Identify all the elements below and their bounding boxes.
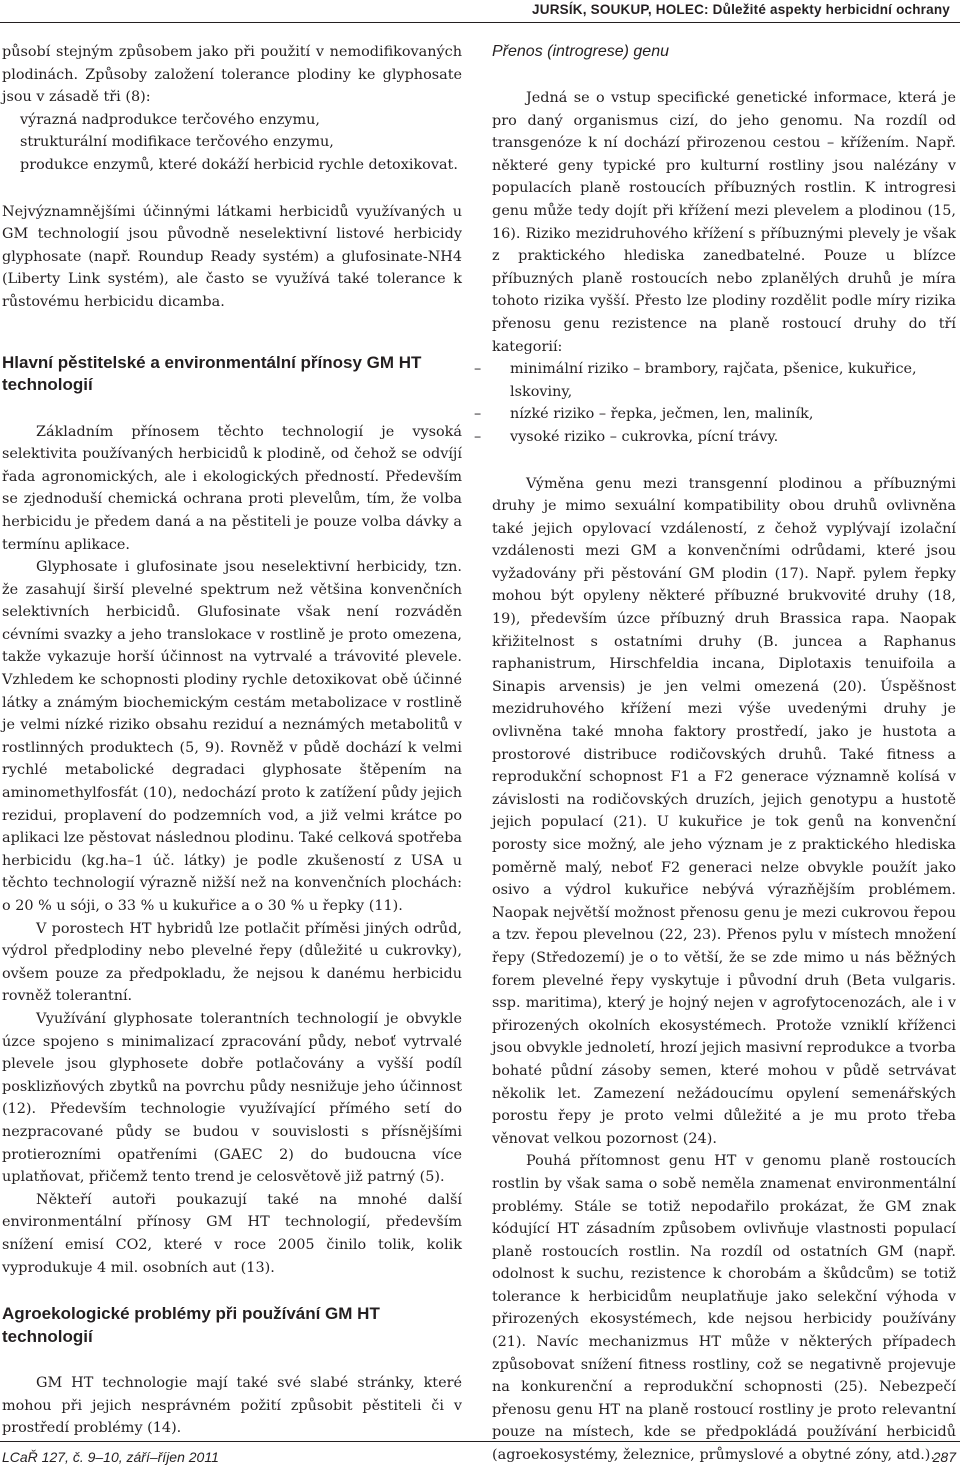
- tolerance-list: [2, 109, 462, 177]
- running-title: JURSÍK, SOUKUP, HOLEC: Důležité aspekty herbicidní ochrany: [532, 2, 950, 17]
- list-item-text: strukturální modifikace terčového enzymu,: [20, 134, 334, 151]
- left-column: [2, 41, 462, 1440]
- body-paragraph: Využívání glyphosate tolerantních technologií je obvykle úzce spojeno s minimalizací zpracování půdy, neboť vytrvalé plevele jsou glyphosete dobře potlačovány a vyšší podíl posklizňových zbytků na povrchu půdy nesnižuje jeho účinnost (12). Především technologie využívající přímého setí do nezpracované půdy se budou v souvislosti s přísnějšími protierozními opatřeními (GAEC 2) do budoucna více uplatňovat, přičemž tento trend je celosvětově již patrný (5).: [2, 1010, 462, 1186]
- list-dash: –: [474, 361, 482, 378]
- page-number: 287: [932, 1449, 956, 1465]
- active-substances-paragraph: Nejvýznamnějšími účinnými látkami herbicidů využívaných u GM technologií jsou původně neselektivní listové herbicidy glyphosate (např. Roundup Ready systém) a glufosinate-NH4 (Liberty Link systém), ale často se využívá také tolerance k růstovému herbicidu dicamba.: [2, 203, 462, 310]
- body-paragraph: Výměna genu mezi transgenní plodinou a příbuznými druhy je mimo sexuální kompatibility obou druhů ovlivněna také jejich opylovací vzdáleností, z čehož vyplývají izolační vzdálenosti mezi GM a konvenčními odrůdami, které jsou vyžadovány při pěstování GM plodin (17). Např. pylem řepky mohou být opyleny některé příbuzné brukvovité druhy (18, 19), především úzce příbuzný druh Brassica rapa. Naopak křižitelnost s ostatními druhy (B. juncea a Raphanus raphanistrum, Hirschfeldia incana, Diplotaxis tenuifoila a Sinapis arvensis) je jen velmi omezená (20). Úspěšnost mezidruhového křížení mezi výše uvedenými druhy je ovlivněna také mnoha faktory prostředí, jako je hustota a prostorové distribuce rodičovských druhů. Také fitness a reprodukční schopnost F1 a F2 generace významně kolísá v závislosti na rodičovských druzích, jejich genotypu a hustotě jejich populací (21). U kukuřice je tok genů na konvenční porosty sice možný, ale jeho význam je z praktického hlediska poměrně malý, neboť F2 generaci nelze obvykle použít jako osivo a výdrol kukuřice nebývá výrazňějším problémem. Naopak největší možnost přenosu genu je mezi cukrovou řepou a tzv. řepou plevelnou (22, 23). Přenos pylu v místech množení řepy (Středozemí) je o to větší, že se zde mimo u nás běžných forem plevelné řepy vyskytuje i původní druh (Beta vulgaris. ssp. maritima), který je hojný nejen v agrofytocenozách, ale i v přirozených okolních ekosystémech. Protože vzniklí kříženci jsou obvykle jednoletí, hrozí jejich masivní reprodukce a tvorba bohaté půdní zásoby semen, které mohou v půdě setrvávat několik let. Zamezení nežádoucímu opylení semenářských porostu řepy je proto velmi důležité a je mu proto třeba věnovat velkou pozornost (24).: [492, 475, 956, 1147]
- list-item: [474, 358, 956, 403]
- risk-list: [474, 358, 956, 448]
- list-item: [2, 131, 462, 154]
- list-dash: [2, 154, 20, 177]
- list-item: [474, 403, 956, 426]
- list-item-text: minimální riziko – brambory, rajčata, pšenice, kukuřice, lskoviny,: [510, 361, 917, 400]
- body-paragraph: Pouhá přítomnost genu HT v genomu planě rostoucích rostlin by však sama o sobě neměla znamenat environmentální problémy. Stále se totiž nepodařilo prokázat, že GM znak kódující HT zásadním způsobem ovlivňuje vlastnosti populací planě rostoucích rostlin. Na rozdíl od ostatních GM (např. odolnost k suchu, rezistence k chorobám a škůdcům) se totiž tolerance k herbicidům neuplatňuje jako selekční výhoda v přirozených ekosystémech, kde nejsou herbicidy používány (21). Navíc mechanizmus HT může v některých případech způsobovat snížení fitness rostliny, což se negativně projevuje na konkurenční a reprodukční schopnosti (25). Nebezpečí přenosu genu HT na planě rostoucí rostliny je proto relevantní pouze na místech, kde se předpokládá používání herbicidů (agroekosystémy, železnice, průmyslové a obytné zóny, atd.).: [492, 1153, 956, 1464]
- list-item-text: výrazná nadprodukce terčového enzymu,: [20, 111, 320, 128]
- body-paragraph: Základním přínosem těchto technologií je vysoká selektivita používaných herbicidů k plodině, od čehož se odvíjí řada agronomických, ale i ekologických předností. Především se zjednoduší chemická ochrana proti plevelům, tím, že volba herbicidu je předem daná a na pěstiteli je pouze volba dávky a termínu aplikace.: [2, 423, 462, 553]
- right-column: [474, 41, 956, 1467]
- list-item-text: produkce enzymů, které dokáží herbicid rychle detoxikovat.: [20, 156, 458, 173]
- header-rule: [0, 22, 960, 23]
- body-paragraph: Glyphosate i glufosinate jsou neselektivní herbicidy, tzn. že zasahují širší plevelné spektrum než většina konvenčních selektivních herbicidů. Glufosinate však není rozváděn cévními svazky a jeho translokace v rostlině je proto omezena, takže vykazuje horší účinnost na vytrvalé a trávovité plevele. Vzhledem ke schopnosti plodiny rychle detoxikovat obě účinné látky a známým biochemickým cestám metabolizace v rostlině je velmi nízké riziko obsahu reziduí a neznámých metabolitů v rostlinných produktech (5, 9). Rovněž v půdě dochází k velmi rychlé metabolické degradaci glyphosate štěpením na aminomethylfosfát (10), nedochází proto k zatížení půdy jejich rezidui, proplavení do podzemních vod, a již velmi krátce po aplikaci lze pěstovat následnou plodinu. Také celková spotřeba herbicidu (kg.ha–1 úč. látky) je podle zkušeností z USA u těchto technologií výrazně nižší než na konvenčních plochách: o 20 % u sóji, o 33 % u kukuřice a o 30 % u řepky (11).: [2, 559, 462, 914]
- body-paragraph: Jedná se o vstup specifické genetické informace, která je pro daný organismus cizí, do jeho genomu. Na rozdíl od transgenóze k ní dochází přirozenou cestou – křížením. Např. některé geny typické pro kulturní rostliny jsou nalézány v populacích planě rostoucích příbuzných rostlin. K introgresi genu může tedy dojít při křížení mezi plevelem a plodinou (15, 16). Riziko mezidruhového křížení s příbuznými plevely je však z praktického hlediska zanedbatelné. Pouze u blízce příbuzných planě rostoucích nebo zplanělých druhů je míra tohoto rizika vyšší. Přesto lze plodiny rozdělit podle míry rizika přenosu genu rezistence na planě rostoucí druhy do tří kategorií:: [492, 90, 956, 355]
- list-item-text: nízké riziko – řepka, ječmen, len, maliník,: [510, 406, 814, 423]
- journal-citation: LCaŘ 127, č. 9–10, září–říjen 2011: [2, 1449, 219, 1465]
- body-paragraph: GM HT technologie mají také své slabé stránky, které mohou při jejich nesprávném požití způsobit pěstiteli či v prostředí problémy (14).: [2, 1375, 462, 1437]
- list-dash: [2, 109, 20, 132]
- list-dash: –: [474, 428, 482, 445]
- section-heading-benefits: Hlavní pěstitelské a environmentální přínosy GM HT technologií: [2, 352, 422, 395]
- list-item: [474, 426, 956, 449]
- list-dash: –: [474, 406, 482, 423]
- section-heading-problems: Agroekologické problémy při používání GM HT technologií: [2, 1304, 380, 1346]
- list-dash: [2, 131, 20, 154]
- footer-rule: [0, 1441, 960, 1442]
- body-paragraph: Někteří autoři poukazují také na mnohé další environmentální přínosy GM HT technologií, především snížení emisí CO2, které v roce 2005 činilo tolik, kolik vyprodukuje 4 mil. osobních aut (13).: [2, 1191, 462, 1276]
- list-item: [2, 154, 462, 177]
- list-item-text: vysoké riziko – cukrovka, pícní trávy.: [510, 428, 779, 445]
- intro-paragraph: působí stejným způsobem jako při použití v nemodifikovaných plodinách. Způsoby založení tolerance plodiny ke glyphosate jsou v zásadě tři (8):: [2, 44, 462, 106]
- list-item: [2, 109, 462, 132]
- body-paragraph: V porostech HT hybridů lze potlačit příměsi jiných odrůd, výdrol předplodiny nebo plevelné řepy (důležité u cukrovky), ovšem pouze za předpokladu, že nejsou k danému herbicidu rovněž tolerantní.: [2, 920, 462, 1005]
- subsection-heading: Přenos (introgrese) genu: [492, 43, 669, 60]
